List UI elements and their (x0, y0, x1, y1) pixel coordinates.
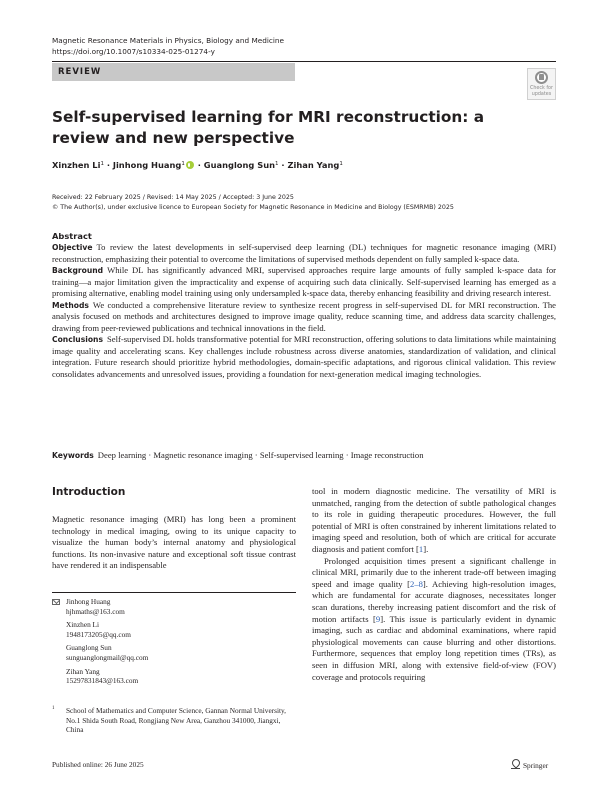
abstract-text: To review the latest developments in self-supervised deep learning (DL) techniques for magnetic resonance imaging (MRI) reconstruction, emphasizing their potential to overcome the limitations of supervised methods dependent on fully sampled k-space data. (52, 242, 556, 264)
article-history (52, 193, 454, 213)
body-column-right (312, 486, 556, 683)
affiliation (52, 706, 296, 735)
contact-name: Guanglong Sun (66, 643, 112, 653)
author-separator: · (194, 160, 204, 170)
contact-entry (52, 667, 148, 686)
doi-link[interactable]: https://doi.org/10.1007/s10334-025-01274-y (52, 47, 215, 56)
springer-horse-icon (511, 759, 520, 769)
publisher-logo (511, 759, 548, 770)
abstract-section (52, 231, 556, 380)
crossmark-line2: updates (531, 91, 552, 97)
article-type-label: REVIEW (58, 67, 102, 77)
abstract-conclusions (52, 334, 556, 380)
footnote-rule (52, 592, 296, 593)
orcid-icon[interactable] (186, 161, 194, 169)
body-column-left (52, 514, 296, 572)
paragraph-text: ]. This issue is particularly evident in dynamic imaging, such as cardiac and abdominal examinations, where rapid physiological movements can cause blurring and other distortions. Furthermore, sequences that employ long repetition times (TRs), as seen in diffusion MRI, along with extensive field-of-view (FOV) coverage and protocols requiring (312, 613, 556, 682)
contact-name: Zihan Yang (66, 666, 100, 676)
intro-paragraph (312, 486, 556, 556)
contact-email[interactable]: 15297831843@163.com (66, 676, 139, 686)
paragraph-text: ]. (423, 543, 429, 554)
contact-entry (52, 620, 148, 639)
envelope-icon (52, 599, 60, 605)
received-revised-accepted: Received: 22 February 2025 / Revised: 14 May 2025 / Accepted: 3 June 2025 (52, 194, 294, 201)
author-name[interactable]: Zihan Yang (287, 160, 340, 170)
introduction-heading: Introduction (52, 486, 126, 498)
publisher-name: Springer (523, 761, 549, 770)
author-name[interactable]: Xinzhen Li (52, 160, 101, 170)
author-separator: · (103, 160, 113, 170)
header-rule (52, 61, 556, 62)
article-type-bar (52, 63, 295, 81)
abstract-label: Objective (52, 243, 93, 252)
author-affil-sup: 1 (339, 161, 343, 167)
author-affil-sup: 1 (100, 161, 104, 167)
article-title: Self-supervised learning for MRI reconstruction: a review and new perspective (52, 108, 485, 147)
contact-email[interactable]: hjhmaths@163.com (66, 606, 125, 616)
keywords-list: Deep learning · Magnetic resonance imaging · Self-supervised learning · Image reconstruction (97, 450, 424, 460)
copyright-notice: © The Author(s), under exclusive licence to European Society for Magnetic Resonance in Medicine and Biology (ESMRMB) 2025 (52, 204, 454, 211)
keywords-label: Keywords (52, 451, 94, 460)
abstract-text: Self-supervised DL holds transformative potential for MRI reconstruction, offering solutions to data limitations while maintaining image quality and accelerating scans. Key challenges include robustness across diverse anatomies, standardization of validation, and clinical integration. Future research should prioritize hybrid methodologies, domain-specific adaptations, and rigorous clinical validation. This review consolidates advancements and unresolved issues, providing a foundation for next-generation medical imaging technologies. (52, 334, 556, 379)
abstract-objective (52, 242, 556, 265)
crossmark-line1: Check for (530, 86, 553, 91)
author-name[interactable]: Guanglong Sun (203, 160, 276, 170)
contact-name: Xinzhen Li (66, 620, 100, 630)
author-affil-sup: 1 (181, 161, 185, 167)
citation-link[interactable]: 9 (375, 613, 381, 624)
journal-name: Magnetic Resonance Materials in Physics, Biology and Medicine (52, 36, 285, 45)
abstract-label: Methods (52, 300, 89, 310)
abstract-text: While DL has significantly advanced MRI, supervised approaches require large amounts of fully sampled k-space data for training—a major limitation given the impracticality and expense of acquiring such data clinically. Self-supervised learning has emerged as a promising alternative, enabling model training using only undersampled k-space data, thereby enhancing feasibility and driving research interest. (52, 265, 556, 298)
corresponding-contacts (52, 597, 148, 690)
paragraph-text: tool in modern diagnostic medicine. The versatility of MRI is unmatched, ranging from the detection of subtle pathological changes to its role in guiding therapeutic procedures. However, the full potential of MRI is often constrained by inherent limitations related to imaging speed and resolution, both of which are critical for accurate diagnosis and patient comfort [ (312, 486, 556, 554)
abstract-label: Conclusions (52, 335, 103, 344)
keywords (52, 450, 556, 461)
author-separator: · (278, 160, 288, 170)
contact-entry (52, 597, 148, 616)
abstract-label: Background (52, 266, 104, 275)
abstract-text: We conducted a comprehensive literature review to synthesize recent progress in self-supervised DL for MRI reconstruction. The analysis focused on methods and architectures designed to improve image quality, reduce scanning time, and address data scarcity challenges, drawing from peer-reviewed publications and technical innovations in the field. (52, 299, 556, 333)
affiliation-number: 1 (52, 706, 55, 711)
paragraph-text: ]. Achieving high-resolution images, which are fundamental for accurate diagnoses, necessitates longer scan durations, thereby increasing patient discomfort and the risk of motion artifacts [ (312, 578, 557, 624)
author-name[interactable]: Jinhong Huang (112, 160, 182, 170)
citation-link[interactable]: 2–8 (410, 578, 423, 589)
author-list (52, 160, 343, 170)
citation-link[interactable]: 1 (418, 543, 424, 554)
contact-entry (52, 643, 148, 662)
journal-header (52, 35, 284, 57)
contact-name: Jinhong Huang (66, 597, 111, 606)
abstract-heading: Abstract (52, 231, 92, 241)
abstract-methods (52, 300, 556, 335)
crossmark-icon (535, 71, 548, 84)
contact-email[interactable]: sunguanglongmail@qq.com (66, 652, 149, 662)
check-for-updates-button[interactable] (527, 68, 556, 100)
published-date: Published online: 26 June 2025 (52, 760, 144, 769)
abstract-background (52, 265, 556, 300)
intro-paragraph: Magnetic resonance imaging (MRI) has long been a prominent technology in medical imaging, owing to its unique capacity to visualize the human body’s internal anatomy and physiological functions. Its non-invasive nature and exceptional soft tissue contrast have rendered it an indispensable (52, 514, 296, 571)
paragraph-text: Prolonged acquisition times present a significant challenge in clinical MRI, primarily due to the inherent trade-off between imaging speed and image quality [ (312, 555, 556, 589)
intro-paragraph (312, 556, 556, 684)
author-affil-sup: 1 (275, 161, 279, 167)
affiliation-text: School of Mathematics and Computer Science, Gannan Normal University, No.1 Shida South Road, Rongjiang New Area, Ganzhou 341000, Jiangxi, China (66, 706, 287, 735)
contact-email[interactable]: 1948173205@qq.com (66, 629, 131, 639)
